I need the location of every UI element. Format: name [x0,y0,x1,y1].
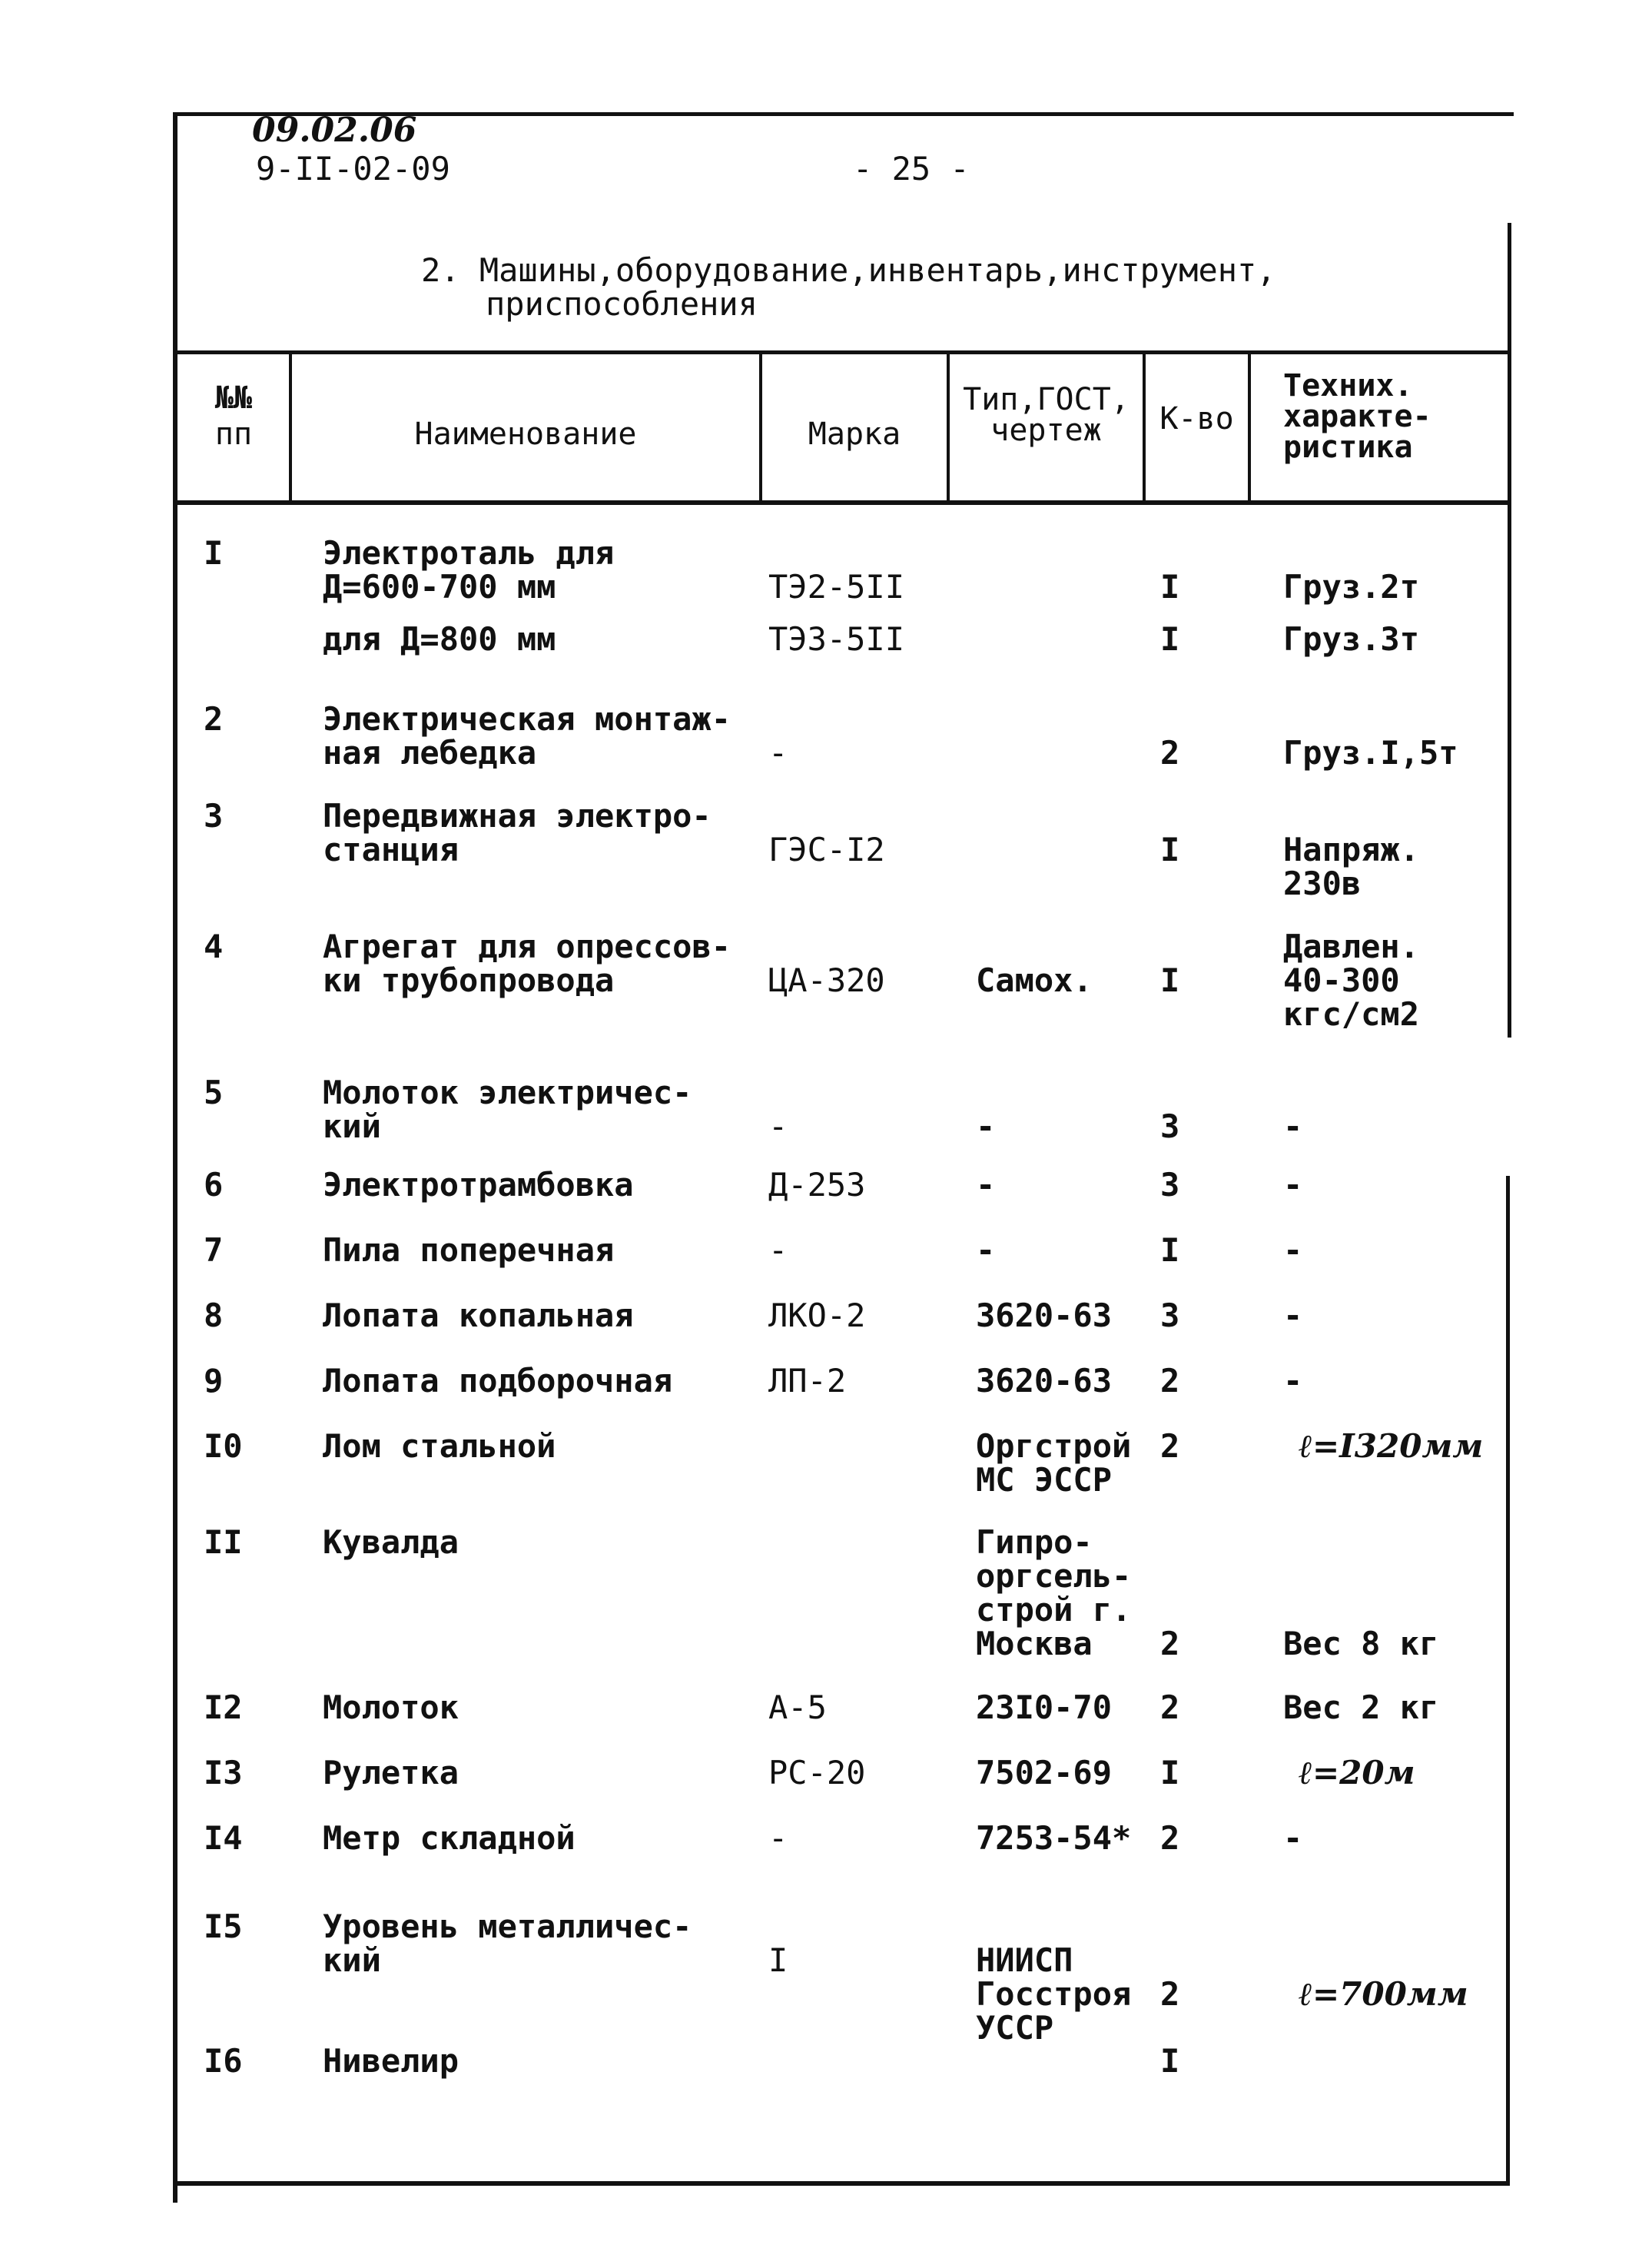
item-name: ки трубопровода [323,961,615,999]
frame-right-border-lower [1506,1176,1510,2183]
column-divider-5 [1248,352,1251,503]
row-number: I [204,534,224,572]
header-quantity: К-во [1159,401,1234,437]
item-mark: - [768,1231,788,1269]
item-quantity: 3 [1160,1166,1180,1204]
item-mark: I [768,1941,788,1979]
item-name: Молоток [323,1689,459,1726]
item-name: кий [323,1107,381,1145]
item-quantity: I [1160,620,1180,658]
header-spec: Техниx. [1283,368,1413,403]
item-characteristic: - [1283,1362,1303,1400]
item-name: кий [323,1941,381,1979]
item-characteristic: ℓ=700мм [1299,1975,1468,2013]
item-characteristic: 40-300 [1283,961,1400,999]
item-type-gost: НИИСП [976,1941,1073,1979]
item-name: Кувалда [323,1523,459,1561]
item-characteristic: ℓ=20м [1299,1754,1415,1791]
section-title-continued: приспособления [486,285,758,323]
item-mark: - [768,734,788,772]
item-quantity: 2 [1160,1819,1180,1857]
item-quantity: I [1160,831,1180,868]
item-characteristic: Груз.2т [1283,568,1420,606]
item-type-gost: Москва [976,1625,1093,1662]
header-type: Тип,ГОСТ, [963,382,1130,417]
item-quantity: I [1160,1231,1180,1269]
item-quantity: I [1160,1754,1180,1791]
item-name: станция [323,831,459,868]
item-name: Передвижная электро- [323,797,712,835]
item-name: Молоток электричес- [323,1074,692,1111]
item-characteristic: Груз.3т [1283,620,1420,658]
item-type-gost: УССР [976,2009,1054,2047]
header-spec-line3: ристика [1283,430,1413,465]
table-header-top-line [175,350,1511,354]
item-quantity: 2 [1160,1975,1180,2013]
item-mark: Д-253 [768,1166,866,1204]
item-mark: ЛКО-2 [768,1297,866,1334]
item-name: Электрическая монтаж- [323,700,731,738]
item-type-gost: Оргстрой [976,1427,1132,1465]
row-number: 3 [204,797,224,835]
item-characteristic: Вес 2 кг [1283,1689,1439,1726]
item-quantity: 2 [1160,1625,1180,1662]
item-quantity: 2 [1160,1689,1180,1726]
item-type-gost: оргсель- [976,1557,1132,1595]
item-type-gost: Гипро- [976,1523,1093,1561]
item-mark: ТЭ2-5II [768,568,905,606]
item-characteristic: Напряж. [1283,831,1420,868]
item-type-gost: 3620-63 [976,1362,1113,1400]
item-mark: ГЭС-I2 [768,831,885,868]
table-header-bottom-line [175,500,1511,505]
item-name: Д=600-700 мм [323,568,556,606]
item-mark: - [768,1107,788,1145]
item-type-gost: Госстроя [976,1975,1132,2013]
item-quantity: 2 [1160,1362,1180,1400]
item-name: Лопата подборочная [323,1362,673,1400]
item-mark: - [768,1819,788,1857]
item-name: для Д=800 мм [323,620,556,658]
item-name: Лом стальной [323,1427,556,1465]
row-number: I6 [204,2042,243,2080]
item-name: Электротрамбовка [323,1166,634,1204]
item-characteristic: - [1283,1107,1303,1145]
item-mark: ЦА-320 [768,961,885,999]
item-type-gost: МС ЭССР [976,1461,1113,1499]
row-number: 5 [204,1074,224,1111]
item-mark: А-5 [768,1689,827,1726]
header-number: пп [214,417,253,452]
item-type-gost: Самох. [976,961,1093,999]
item-name: Пила поперечная [323,1231,615,1269]
item-characteristic: ℓ=I320мм [1299,1427,1484,1465]
item-type-gost: 3620-63 [976,1297,1113,1334]
document-code: 9-II-02-09 [256,150,450,188]
item-characteristic: Вес 8 кг [1283,1625,1439,1662]
item-name: Рулетка [323,1754,459,1791]
row-number: 6 [204,1166,224,1204]
row-number: 7 [204,1231,224,1269]
item-name: Агрегат для опрессов- [323,928,731,965]
row-number: I2 [204,1689,243,1726]
row-number: I5 [204,1908,243,1945]
item-quantity: I [1160,2042,1180,2080]
row-number: I3 [204,1754,243,1791]
item-characteristic: 230в [1283,865,1362,902]
section-title: 2. Машины,оборудование,инвентарь,инструмент, [421,251,1276,289]
item-type-gost: - [976,1231,996,1269]
item-type-gost: 7502-69 [976,1754,1113,1791]
header-mark: Марка [808,417,901,452]
item-mark: РС-20 [768,1754,866,1791]
frame-bottom-border [173,2181,1510,2186]
item-type-gost: - [976,1107,996,1145]
frame-right-border [1508,223,1511,1038]
item-quantity: 2 [1160,734,1180,772]
document-code-handwritten: 09.02.06 [252,111,417,150]
item-name: ная лебедка [323,734,537,772]
item-quantity: 3 [1160,1297,1180,1334]
item-mark: ТЭ3-5II [768,620,905,658]
row-number: 2 [204,700,224,738]
item-name: Уровень металличес- [323,1908,692,1945]
header-spec-line2: характе- [1283,399,1431,434]
page-number: - 25 - [853,150,970,188]
header-type-line2: чертеж [990,413,1102,448]
item-characteristic: - [1283,1231,1303,1269]
item-quantity: I [1160,568,1180,606]
row-number: I4 [204,1819,243,1857]
header-name: Наименование [414,417,637,452]
item-characteristic: - [1283,1297,1303,1334]
item-type-gost: 7253-54* [976,1819,1132,1857]
item-mark: ЛП-2 [768,1362,847,1400]
row-number: I0 [204,1427,243,1465]
row-number: 8 [204,1297,224,1334]
item-type-gost: - [976,1166,996,1204]
row-number: 9 [204,1362,224,1400]
item-characteristic: Давлен. [1283,928,1420,965]
item-quantity: I [1160,961,1180,999]
row-number: II [204,1523,243,1561]
item-name: Лопата копальная [323,1297,634,1334]
item-type-gost: строй г. [976,1591,1132,1629]
item-characteristic: кгс/см2 [1283,995,1420,1033]
item-quantity: 3 [1160,1107,1180,1145]
row-number: 4 [204,928,224,965]
item-type-gost: 23I0-70 [976,1689,1113,1726]
frame-left-border [173,112,177,2203]
item-name: Электроталь для [323,534,615,572]
item-name: Нивелир [323,2042,459,2080]
item-quantity: 2 [1160,1427,1180,1465]
item-characteristic: - [1283,1166,1303,1204]
item-characteristic: - [1283,1819,1303,1857]
header-number-symbol: №№ [214,380,253,416]
item-characteristic: Груз.I,5т [1283,734,1458,772]
item-name: Метр складной [323,1819,576,1857]
